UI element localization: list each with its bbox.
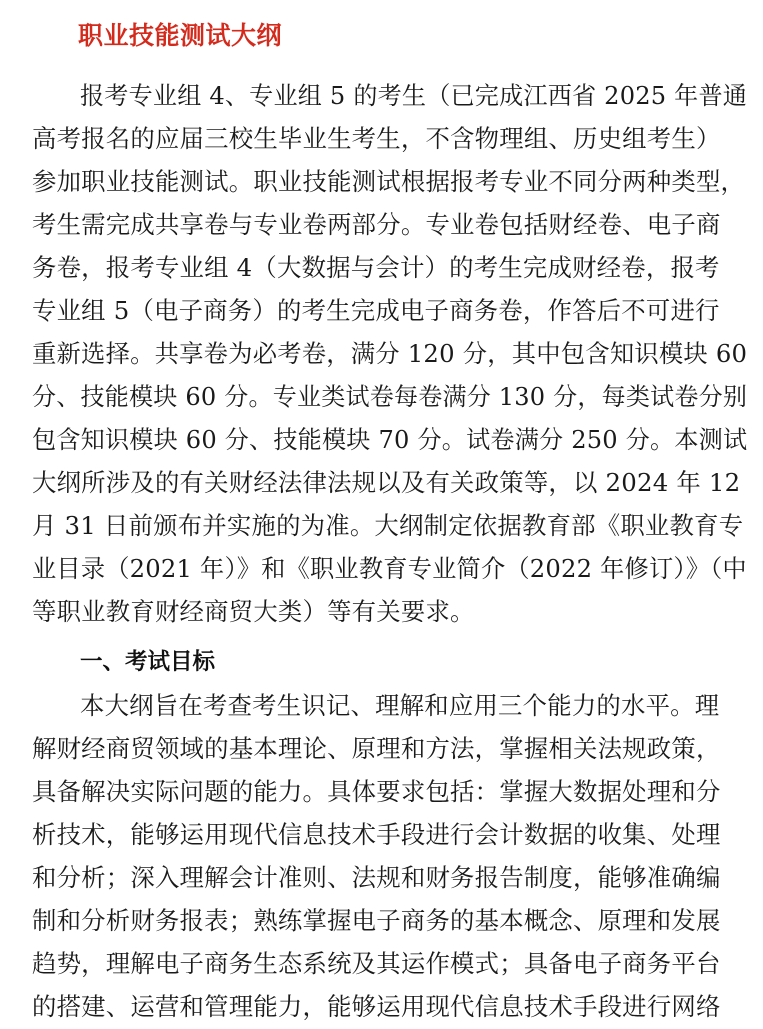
intro-line: 月 31 日前颁布并实施的为准。大纲制定依据教育部《职业教育专 [32,511,744,540]
intro-line: 参加职业技能测试。职业技能测试根据报考专业不同分两种类型， [32,167,746,196]
section-line: 本大纲旨在考查考生识记、理解和应用三个能力的水平。理 [80,691,720,720]
intro-line: 务卷，报考专业组 4（大数据与会计）的考生完成财经卷，报考 [32,253,720,282]
section-line: 和分析；深入理解会计准则、法规和财务报告制度，能够准确编 [32,863,721,892]
document-title: 职业技能测试大纲 [78,21,283,50]
intro-line: 报考专业组 4、专业组 5 的考生（已完成江西省 2025 年普通 [80,81,748,110]
section-line: 的搭建、运营和管理能力，能够运用现代信息技术手段进行网络 [32,992,721,1021]
intro-line: 等职业教育财经商贸大类）等有关要求。 [32,597,475,626]
section-line: 制和分析财务报表；熟练掌握电子商务的基本概念、原理和发展 [32,906,721,935]
section-line: 具备解决实际问题的能力。具体要求包括：掌握大数据处理和分 [32,777,721,806]
intro-line: 业目录（2021 年）》和《职业教育专业简介（2022 年修订）》（中 [32,554,747,583]
intro-line: 大纲所涉及的有关财经法律法规以及有关政策等，以 2024 年 12 [32,468,741,497]
intro-line: 考生需完成共享卷与专业卷两部分。专业卷包括财经卷、电子商 [32,210,721,239]
intro-line: 分、技能模块 60 分。专业类试卷每卷满分 130 分，每类试卷分别 [32,382,748,411]
section-heading: 一、考试目标 [80,649,216,675]
intro-line: 包含知识模块 60 分、技能模块 70 分。试卷满分 250 分。本测试 [32,425,748,454]
intro-line: 重新选择。共享卷为必考卷，满分 120 分，其中包含知识模块 60 [32,339,748,368]
section-line: 析技术，能够运用现代信息技术手段进行会计数据的收集、处理 [32,820,721,849]
section-line: 解财经商贸领域的基本理论、原理和方法，掌握相关法规政策， [32,734,721,763]
intro-line: 高考报名的应届三校生毕业生考生，不含物理组、历史组考生） [32,124,721,153]
section-line: 趋势，理解电子商务生态系统及其运作模式；具备电子商务平台 [32,949,721,978]
intro-line: 专业组 5（电子商务）的考生完成电子商务卷，作答后不可进行 [32,296,720,325]
